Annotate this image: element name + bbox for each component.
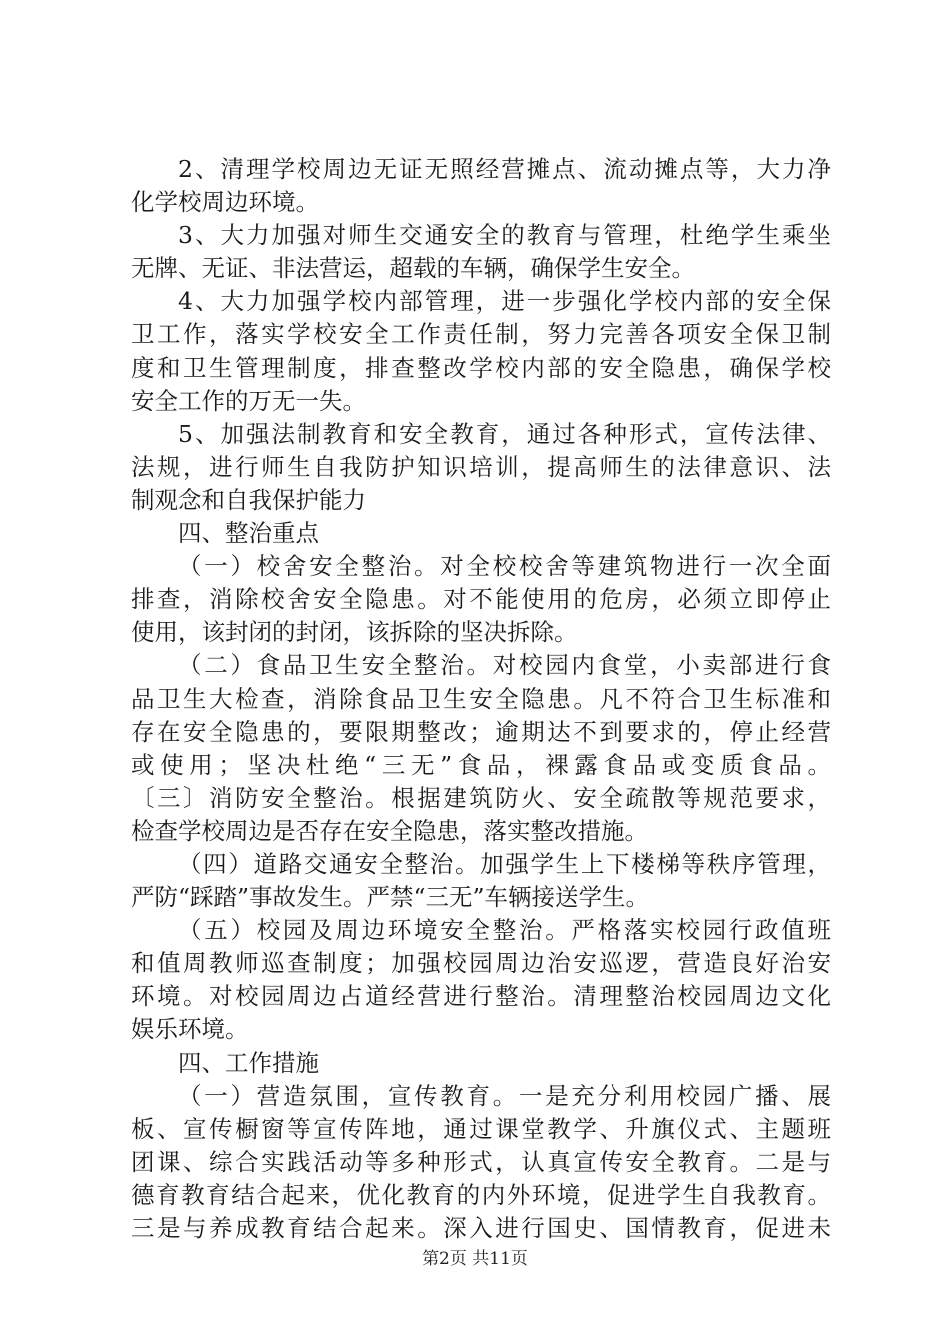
text-line: 四、工作措施 [178,1048,319,1077]
text-line: 严防“踩踏”事故发生。严禁“三无”车辆接送学生。 [131,883,650,912]
text-line: 3、大力加强对师生交通安全的教育与管理，杜绝学生乘坐 [178,221,831,250]
text-line: （五）校园及周边环境安全整治。严格落实校园行政值班 [178,916,831,945]
text-line: 卫工作，落实学校安全工作责任制，努力完善各项安全保卫制 [131,320,831,349]
text-line: 存在安全隐患的，要限期整改；逾期达不到要求的，停止经营 [131,717,831,746]
text-line: （四）道路交通安全整治。加强学生上下楼梯等秩序管理， [178,849,831,878]
text-line: 和值周教师巡查制度；加强校园周边治安巡逻，营造良好治安 [131,949,831,978]
text-line: 德育教育结合起来，优化教育的内外环境，促进学生自我教育。 [131,1180,831,1209]
text-line: （一）校舍安全整治。对全校校舍等建筑物进行一次全面 [178,552,831,581]
text-line: 制观念和自我保护能力 [131,485,366,514]
text-line: 团课、综合实践活动等多种形式，认真宣传安全教育。二是与 [131,1147,831,1176]
text-line: 〔三〕消防安全整治。根据建筑防火、安全疏散等规范要求， [131,783,831,812]
text-line: 使用，该封闭的封闭，该拆除的坚决拆除。 [131,618,578,647]
page-footer: 第2页 共11页 [422,1249,528,1269]
text-line: 法规，进行师生自我防护知识培训，提高师生的法律意识、法 [131,452,831,481]
text-line: 环境。对校园周边占道经营进行整治。清理整治校园周边文化 [131,982,831,1011]
text-line: 检查学校周边是否存在安全隐患，落实整改措施。 [131,816,648,845]
text-line: 2、清理学校周边无证无照经营摊点、流动摊点等，大力净 [178,155,831,183]
text-line: 四、整治重点 [178,519,319,548]
text-line: 三是与养成教育结合起来。深入进行国史、国情教育，促进未 [131,1214,831,1242]
text-line: 化学校周边环境。 [131,188,319,217]
text-line: 度和卫生管理制度，排查整改学校内部的安全隐患，确保学校 [131,353,831,382]
text-line: （一）营造氛围，宣传教育。一是充分利用校园广播、展 [178,1081,831,1110]
text-line: 品卫生大检查，消除食品卫生安全隐患。凡不符合卫生标准和 [131,684,831,713]
document-body [131,153,831,1245]
text-line: 娱乐环境。 [131,1015,249,1044]
text-line: 4、大力加强学校内部管理，进一步强化学校内部的安全保 [178,287,831,316]
text-line: 或使用；坚决杜绝“三无”食品，裸露食品或变质食品。 [131,750,831,779]
text-line: （二）食品卫生安全整治。对校园内食堂，小卖部进行食 [178,651,831,680]
text-line: 5、加强法制教育和安全教育，通过各种形式，宣传法律、 [178,419,831,448]
text-line: 排查，消除校舍安全隐患。对不能使用的危房，必须立即停止 [131,585,831,614]
text-line: 无牌、无证、非法营运，超载的车辆，确保学生安全。 [131,254,695,283]
text-line: 安全工作的万无一失。 [131,386,366,415]
text-line: 板、宣传橱窗等宣传阵地，通过课堂教学、升旗仪式、主题班 [131,1114,831,1143]
